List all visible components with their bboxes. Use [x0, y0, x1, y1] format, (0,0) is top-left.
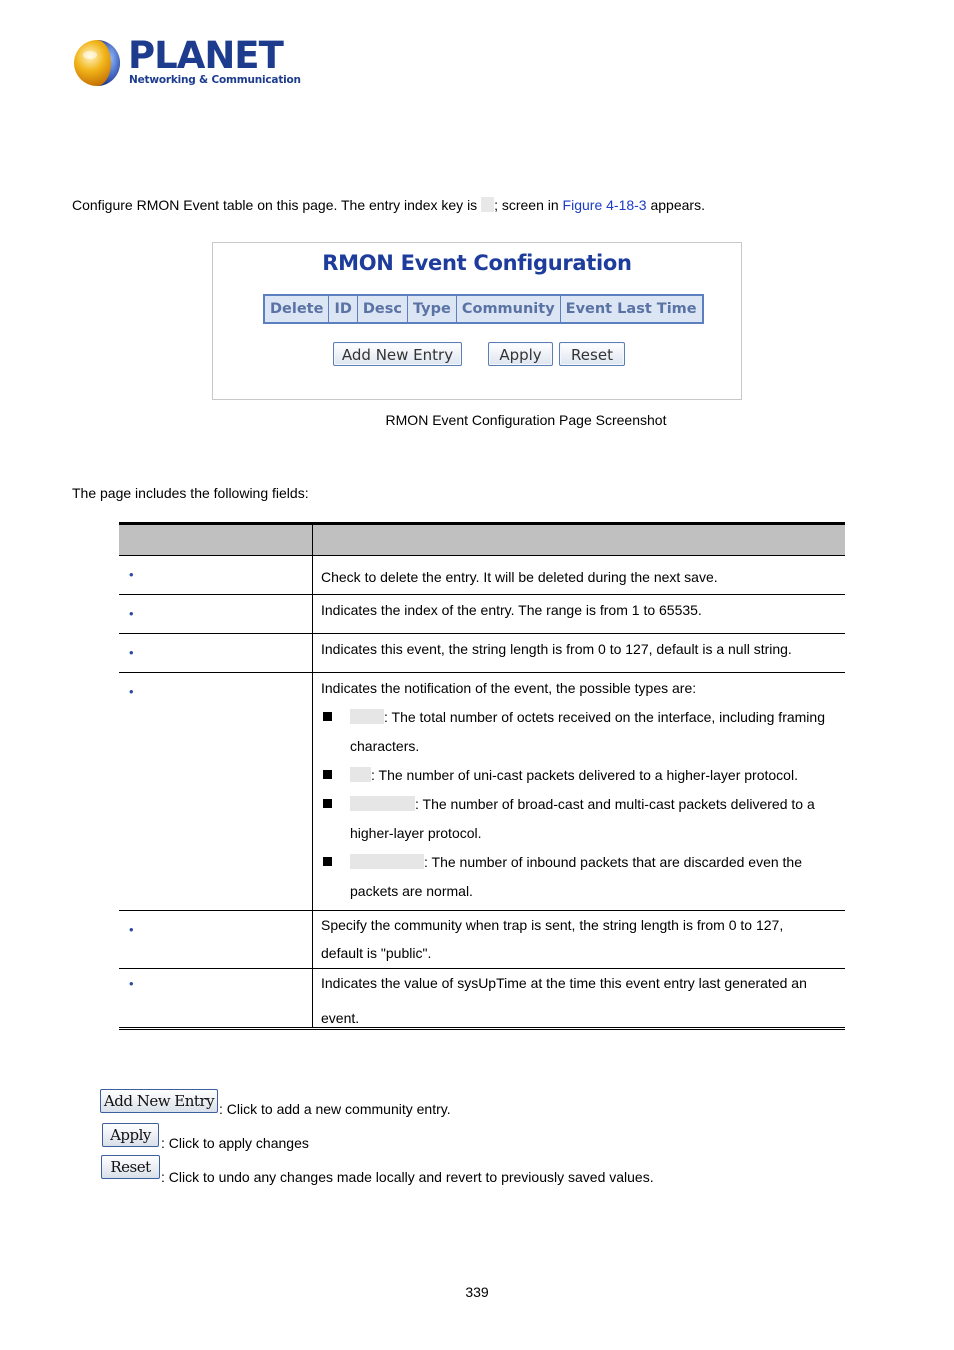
- bullet: •: [129, 976, 134, 991]
- brand-name: PLANET: [128, 34, 283, 77]
- bullet: •: [129, 645, 134, 660]
- header-description: [313, 525, 846, 556]
- intro-paragraph: [72, 196, 705, 214]
- fields-table: [119, 522, 845, 1030]
- type-name-highlight: [350, 767, 371, 782]
- square-bullet-icon: [323, 712, 332, 721]
- intro-text-after: appears.: [646, 197, 705, 213]
- col-desc: Desc: [358, 296, 407, 322]
- bullet: •: [129, 922, 134, 937]
- field-desc: Indicates the notification of the event, the possible types are:: [321, 680, 697, 696]
- bullet: •: [129, 567, 134, 582]
- figure-caption: RMON Event Configuration Page Screenshot: [385, 412, 667, 428]
- type-item: [321, 853, 845, 882]
- type-name-highlight: [350, 854, 424, 869]
- type-item: [321, 795, 845, 824]
- add-entry-desc: : Click to add a new community entry.: [219, 1101, 451, 1117]
- add-new-entry-button[interactable]: Add New Entry: [333, 342, 462, 366]
- col-id: ID: [329, 296, 356, 322]
- type-item: [321, 708, 845, 737]
- type-name-highlight: [350, 709, 384, 724]
- type-desc: : The total number of octets received on the interface, including framing: [384, 709, 825, 725]
- event-table-header: [263, 294, 704, 324]
- type-item: [321, 766, 845, 795]
- brand-tagline: Networking & Communication: [129, 74, 301, 86]
- table-row: [119, 556, 845, 595]
- intro-text: Configure RMON Event table on this page. The entry index key is: [72, 197, 482, 213]
- index-key-highlight: [481, 197, 494, 212]
- field-desc: Check to delete the entry. It will be deleted during the next save.: [321, 569, 718, 585]
- square-bullet-icon: [323, 857, 332, 866]
- reset-button[interactable]: Reset: [101, 1155, 160, 1179]
- header-object: [119, 525, 313, 556]
- reset-desc: : Click to undo any changes made locally and revert to previously saved values.: [161, 1169, 654, 1185]
- table-row: [119, 595, 845, 634]
- type-desc: : The number of inbound packets that are discarded even the: [424, 854, 802, 870]
- table-row: [119, 911, 845, 969]
- apply-button[interactable]: Apply: [488, 342, 553, 366]
- page-number: 339: [465, 1284, 489, 1300]
- planet-logo: [72, 34, 301, 92]
- field-desc: Indicates this event, the string length is from 0 to 127, default is a null string.: [321, 641, 792, 657]
- field-desc: Indicates the index of the entry. The range is from 1 to 65535.: [321, 602, 702, 618]
- square-bullet-icon: [323, 770, 332, 779]
- field-desc: Specify the community when trap is sent, the string length is from 0 to 127,: [321, 917, 784, 933]
- type-name-highlight: [350, 796, 415, 811]
- type-desc: : The number of broad-cast and multi-cast packets delivered to a: [415, 796, 815, 812]
- table-row: [119, 634, 845, 673]
- field-desc-cont: event.: [321, 1010, 360, 1026]
- intro-text-middle: ; screen in: [494, 197, 563, 213]
- screenshot-title: RMON Event Configuration: [322, 251, 632, 275]
- type-desc-cont: packets are normal.: [350, 883, 473, 899]
- col-event-last-time: Event Last Time: [561, 296, 702, 322]
- square-bullet-icon: [323, 799, 332, 808]
- col-community: Community: [457, 296, 560, 322]
- table-header-row: [119, 525, 845, 556]
- add-new-entry-button[interactable]: Add New Entry: [100, 1089, 218, 1113]
- field-desc-cont: default is "public".: [321, 945, 432, 961]
- rmon-event-screenshot: [212, 242, 742, 400]
- bullet: •: [129, 684, 134, 699]
- table-row: [119, 969, 845, 1028]
- field-desc: Indicates the value of sysUpTime at the time this event entry last generated an: [321, 975, 807, 991]
- table-row: [119, 673, 845, 911]
- apply-button[interactable]: Apply: [102, 1123, 159, 1147]
- bullet: •: [129, 606, 134, 621]
- type-desc-cont: characters.: [350, 738, 420, 754]
- apply-desc: : Click to apply changes: [161, 1135, 309, 1151]
- col-delete: Delete: [265, 296, 328, 322]
- fields-intro: The page includes the following fields:: [72, 485, 309, 501]
- type-desc: : The number of uni-cast packets delivered to a higher-layer protocol.: [371, 767, 798, 783]
- figure-link[interactable]: Figure 4-18-3: [562, 197, 647, 213]
- globe-icon: [72, 38, 122, 88]
- type-desc-cont: higher-layer protocol.: [350, 825, 482, 841]
- reset-button[interactable]: Reset: [559, 342, 625, 366]
- col-type: Type: [408, 296, 456, 322]
